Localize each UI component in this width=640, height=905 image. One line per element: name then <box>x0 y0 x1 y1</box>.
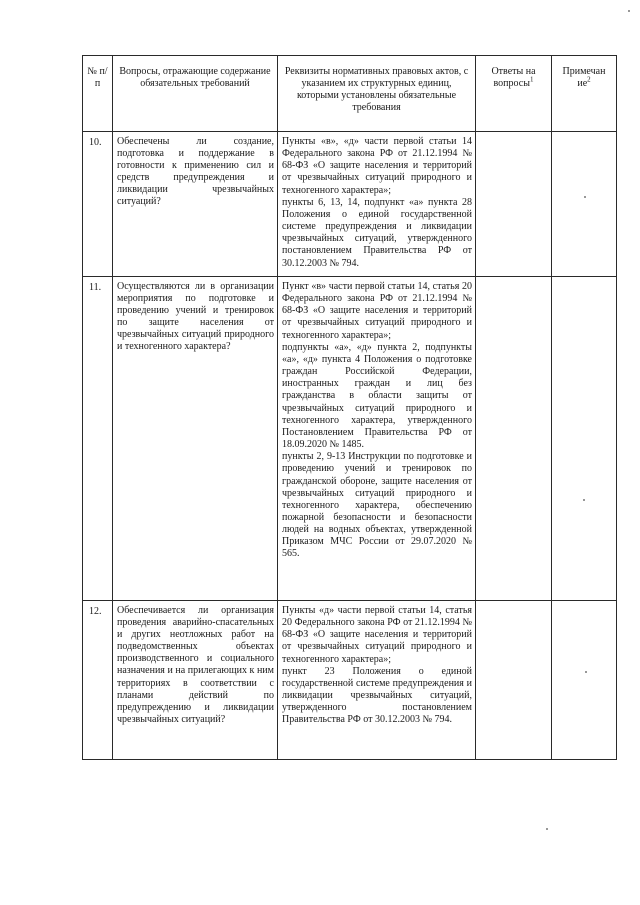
answer-cell[interactable] <box>476 601 552 760</box>
header-question: Вопросы, отражающие содержание обязательных требований <box>113 56 278 132</box>
header-answers: Ответы на вопросы$^1$ <box>476 56 552 132</box>
header-notes: Примечан $ие^2$ <box>552 56 617 132</box>
table-row <box>83 277 617 601</box>
requisites-cell: Пункты «в», «д» части первой статьи 14 Федерального закона РФ от 21.12.1994 № 68-ФЗ «О защите населения и территорий от чрезвычайных ситуаций природного и техногенного характера»; пункты 6, 13, 14, подпункт «а» пункта 28 Положения о единой государственной системе предупреждения и ликвидации чрезвычайных ситуаций, утвержденного постановлением Правительства РФ от 30.12.2003 № 794. <box>278 132 476 277</box>
note-cell[interactable] <box>552 277 617 601</box>
scan-speck <box>583 499 585 501</box>
row-number-cell: 12. <box>83 601 113 760</box>
scan-speck <box>628 10 630 12</box>
answer-cell[interactable] <box>476 277 552 601</box>
scan-speck <box>546 828 548 830</box>
row-number-cell: 10. <box>83 132 113 277</box>
table-row <box>83 132 617 277</box>
table-header-row <box>83 56 617 132</box>
scan-speck <box>584 196 586 198</box>
question-cell: Осуществляются ли в организации мероприятия по подготовке и проведению учений и тренировок по защите населения от чрезвычайных ситуаций природного и техногенного характера? <box>113 277 278 601</box>
table-row <box>83 601 617 760</box>
note-cell[interactable] <box>552 601 617 760</box>
question-cell: Обеспечивается ли организация проведения аварийно-спасательных и других неотложных работ на подведомственных объектах производственного и социального назначения и на прилегающих к ним территориях в соответствии с планами действий по предупреждению и ликвидации чрезвычайных ситуаций? <box>113 601 278 760</box>
row-number-cell: 11. <box>83 277 113 601</box>
scan-speck <box>585 671 587 673</box>
answer-cell[interactable] <box>476 132 552 277</box>
footnote-mark: 2 <box>587 75 591 84</box>
footnote-mark: 1 <box>529 75 534 84</box>
requisites-cell: Пункт «в» части первой статьи 14, статья 20 Федерального закона РФ от 21.12.1994 № 68-ФЗ «О защите населения и территорий от чрезвычайных ситуаций природного и техногенного характера»; подпункты «а», «д» пункта 2, подпункты «а», «д» пункта 4 Положения о подготовке граждан Российской Федерации, иностранных граждан и лиц без гражданства в области защиты от чрезвычайных ситуаций природного и техногенного характера, утвержденного Постановлением Правительства РФ от 18.09.2020 № 1485. пункты 2, 9-13 Инструкции по подготовке и проведению учений и тренировок по гражданской обороне, защите населения от чрезвычайных ситуаций природного и техногенного характера, обеспечению пожарной безопасности и безопасности людей на водных объектах, утвержденной Приказом МЧС России от 29.07.2020 № 565. <box>278 277 476 601</box>
header-num: № п/п <box>83 56 113 132</box>
header-requisites: Реквизиты нормативных правовых актов, с указанием их структурных единиц, которыми установлены обязательные требования <box>278 56 476 132</box>
requisites-cell: Пункты «д» части первой статьи 14, статья 20 Федерального закона РФ от 21.12.1994 № 68-ФЗ «О защите населения и территорий от чрезвычайных ситуаций природного и техногенного характера»; пункт 23 Положения о единой государственной системе предупреждения и ликвидации чрезвычайных ситуаций, утвержденного постановлением Правительства РФ от 30.12.2003 № 794. <box>278 601 476 760</box>
question-cell: Обеспечены ли создание, подготовка и поддержание в готовности к применению сил и средств предупреждения и ликвидации чрезвычайных ситуаций? <box>113 132 278 277</box>
note-cell[interactable] <box>552 132 617 277</box>
checklist-table <box>82 55 617 760</box>
